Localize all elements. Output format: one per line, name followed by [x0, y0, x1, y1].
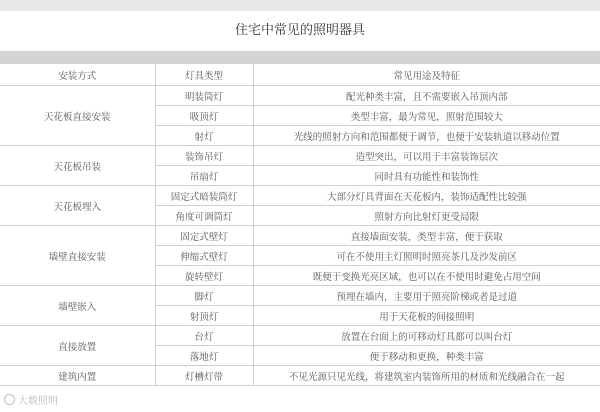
- fixture-type-cell: 固定式壁灯: [155, 226, 253, 246]
- usage-cell: 直接墙面安装，类型丰富，便于获取: [253, 226, 600, 246]
- usage-cell: 既便于变换光亮区域，也可以在不使用时避免占用空间: [253, 266, 600, 286]
- header-type: 灯具类型: [155, 64, 253, 86]
- page-title: 住宅中常见的照明器具: [234, 23, 365, 38]
- lighting-table: [0, 63, 600, 386]
- header-usage: 常见用途及特征: [253, 64, 600, 86]
- usage-cell: 可在不使用主灯照明时照亮茶几及沙发前区: [253, 246, 600, 266]
- header-method: 安装方式: [0, 64, 155, 86]
- fixture-type-cell: 吸顶灯: [155, 106, 253, 126]
- fixture-type-cell: 台灯: [155, 326, 253, 346]
- fixture-type-cell: 射灯: [155, 126, 253, 146]
- table-row: [0, 146, 600, 166]
- fixture-type-cell: 灯槽灯带: [155, 366, 253, 386]
- fixture-type-cell: 脚灯: [155, 286, 253, 306]
- usage-cell: 大部分灯具背面在天花板内，装饰适配性比较强: [253, 186, 600, 206]
- table-header-row: [0, 64, 600, 86]
- watermark: [4, 392, 58, 407]
- table-row: [0, 286, 600, 306]
- usage-cell: 放置在台面上的可移动灯具都可以叫台灯: [253, 326, 600, 346]
- usage-cell: 预埋在墙内，主要用于照亮阶梯或者是过道: [253, 286, 600, 306]
- fixture-type-cell: 吊扇灯: [155, 166, 253, 186]
- method-cell: 直接放置: [0, 326, 155, 366]
- usage-cell: 照射方向比射灯更受局限: [253, 206, 600, 226]
- method-cell: 天花板埋入: [0, 186, 155, 226]
- fixture-type-cell: 固定式暗装筒灯: [155, 186, 253, 206]
- usage-cell: 造型突出，可以用于丰富装饰层次: [253, 146, 600, 166]
- method-cell: 墙壁嵌入: [0, 286, 155, 326]
- method-cell: 天花板吊装: [0, 146, 155, 186]
- fixture-type-cell: 伸缩式壁灯: [155, 246, 253, 266]
- header-band: [0, 51, 600, 63]
- usage-cell: 光线的照射方向和范围都便于调节，也便于安装轨道以移动位置: [253, 126, 600, 146]
- method-cell: 天花板直接安装: [0, 86, 155, 146]
- method-cell: 墙壁直接安装: [0, 226, 155, 286]
- table-row: [0, 186, 600, 206]
- fixture-type-cell: 落地灯: [155, 346, 253, 366]
- usage-cell: 同时具有功能性和装饰性: [253, 166, 600, 186]
- fixture-type-cell: 装饰吊灯: [155, 146, 253, 166]
- fixture-type-cell: 射顶灯: [155, 306, 253, 326]
- table-body: [0, 86, 600, 386]
- table-row: [0, 326, 600, 346]
- table-row: [0, 86, 600, 106]
- usage-cell: 配光种类丰富，且不需要嵌入吊顶内部: [253, 86, 600, 106]
- usage-cell: 便于移动和更换，种类丰富: [253, 346, 600, 366]
- fixture-type-cell: 角度可调筒灯: [155, 206, 253, 226]
- camera-icon: [4, 394, 15, 405]
- table-row: [0, 366, 600, 386]
- fixture-type-cell: 明装筒灯: [155, 86, 253, 106]
- usage-cell: 不见光源只见光线，将建筑室内装饰所用的材质和光线融合在一起: [253, 366, 600, 386]
- usage-cell: 类型丰富，最为常见，照射范围较大: [253, 106, 600, 126]
- usage-cell: 用于天花板的间接照明: [253, 306, 600, 326]
- top-bar: [0, 0, 600, 11]
- watermark-text: 大数照明: [18, 396, 58, 407]
- fixture-type-cell: 旋转壁灯: [155, 266, 253, 286]
- method-cell: 建筑内置: [0, 366, 155, 386]
- table-row: [0, 226, 600, 246]
